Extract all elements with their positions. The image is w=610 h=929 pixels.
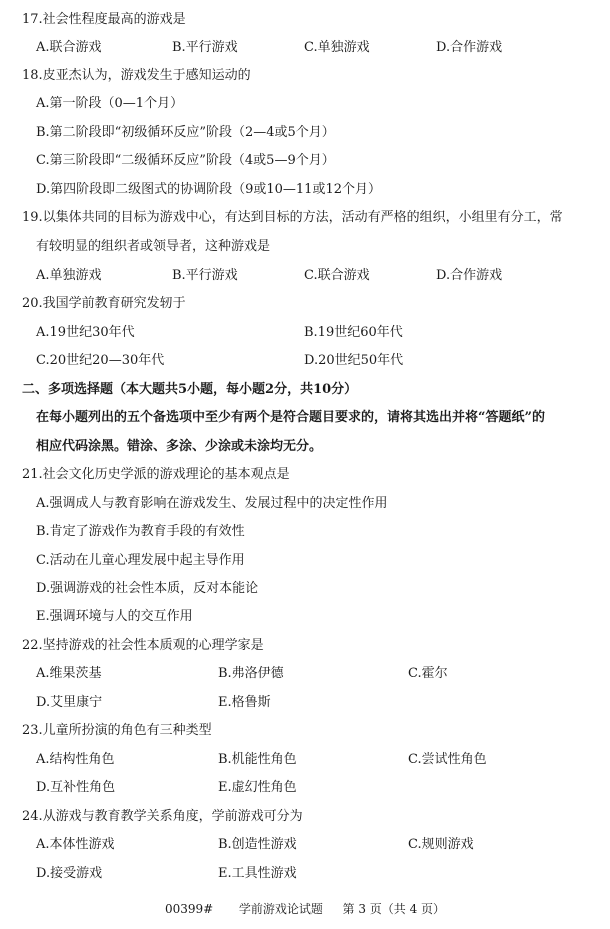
- q17-option-d: D.合作游戏: [436, 40, 503, 55]
- q22-option-b: B.弗洛伊德: [218, 666, 284, 681]
- q22-option-c: C.霍尔: [408, 666, 448, 681]
- q19-option-d: D.合作游戏: [436, 268, 503, 283]
- q17-option-c: C.单独游戏: [304, 40, 370, 55]
- q18-option-a: A.第一阶段（0—1个月）: [36, 96, 184, 111]
- question-17-stem: 17.社会性程度最高的游戏是: [22, 12, 186, 27]
- q20-option-a: A.19世纪30年代: [36, 325, 135, 340]
- question-20-stem: 20.我国学前教育研究发轫于: [22, 296, 186, 311]
- question-19-stem-line1: 19.以集体共同的目标为游戏中心，有达到目标的方法，活动有严格的组织，小组里有分工，常: [22, 210, 563, 225]
- section-2-heading: 二、多项选择题（本大题共5小题，每小题2分，共10分）: [22, 382, 358, 397]
- q21-option-d: D.强调游戏的社会性本质，反对本能论: [36, 581, 259, 596]
- q17-option-b: B.平行游戏: [172, 40, 238, 55]
- q21-option-a: A.强调成人与教育影响在游戏发生、发展过程中的决定性作用: [36, 496, 388, 511]
- question-19-stem-line2: 有较明显的组织者或领导者，这种游戏是: [36, 239, 271, 254]
- q20-option-d: D.20世纪50年代: [304, 353, 404, 368]
- q21-option-b: B.肯定了游戏作为教育手段的有效性: [36, 524, 245, 539]
- q23-option-c: C.尝试性角色: [408, 752, 487, 767]
- q18-option-b: B.第二阶段即“初级循环反应”阶段（2—4或5个月）: [36, 125, 335, 140]
- footer-code: 00399#: [164, 902, 214, 916]
- section-2-instruction-line2: 相应代码涂黑。错涂、多涂、少涂或未涂均无分。: [36, 439, 323, 454]
- q18-option-c: C.第三阶段即“二级循环反应”阶段（4或5—9个月）: [36, 153, 335, 168]
- q19-option-a: A.单独游戏: [36, 268, 102, 283]
- q20-option-c: C.20世纪20—30年代: [36, 353, 165, 368]
- footer-title: 学前游戏论试题: [238, 902, 323, 916]
- q21-option-c: C.活动在儿童心理发展中起主导作用: [36, 553, 245, 568]
- q24-option-d: D.接受游戏: [36, 866, 103, 881]
- q23-option-e: E.虚幻性角色: [218, 780, 297, 795]
- question-23-stem: 23.儿童所扮演的角色有三种类型: [22, 723, 212, 738]
- section-2-instruction-line1: 在每小题列出的五个备选项中至少有两个是符合题目要求的，请将其选出并将“答题纸”的: [36, 410, 545, 425]
- question-21-stem: 21.社会文化历史学派的游戏理论的基本观点是: [22, 467, 290, 482]
- footer-page-number: 第 3 页（共 4 页）: [342, 902, 446, 916]
- q24-option-a: A.本体性游戏: [36, 837, 115, 852]
- q24-option-b: B.创造性游戏: [218, 837, 297, 852]
- question-22-stem: 22.坚持游戏的社会性本质观的心理学家是: [22, 638, 264, 653]
- q23-option-d: D.互补性角色: [36, 780, 116, 795]
- q23-option-b: B.机能性角色: [218, 752, 297, 767]
- q20-option-b: B.19世纪60年代: [304, 325, 403, 340]
- q24-option-e: E.工具性游戏: [218, 866, 297, 881]
- q19-option-b: B.平行游戏: [172, 268, 238, 283]
- question-24-stem: 24.从游戏与教育教学关系角度，学前游戏可分为: [22, 809, 303, 824]
- q24-option-c: C.规则游戏: [408, 837, 474, 852]
- page-footer: [0, 902, 610, 916]
- q22-option-d: D.艾里康宁: [36, 695, 103, 710]
- q19-option-c: C.联合游戏: [304, 268, 370, 283]
- q18-option-d: D.第四阶段即二级图式的协调阶段（9或10—11或12个月）: [36, 182, 381, 197]
- q23-option-a: A.结构性角色: [36, 752, 115, 767]
- question-18-stem: 18.皮亚杰认为，游戏发生于感知运动的: [22, 68, 251, 83]
- q22-option-a: A.维果茨基: [36, 666, 102, 681]
- q21-option-e: E.强调环境与人的交互作用: [36, 609, 193, 624]
- q17-option-a: A.联合游戏: [36, 40, 102, 55]
- q22-option-e: E.格鲁斯: [218, 695, 271, 710]
